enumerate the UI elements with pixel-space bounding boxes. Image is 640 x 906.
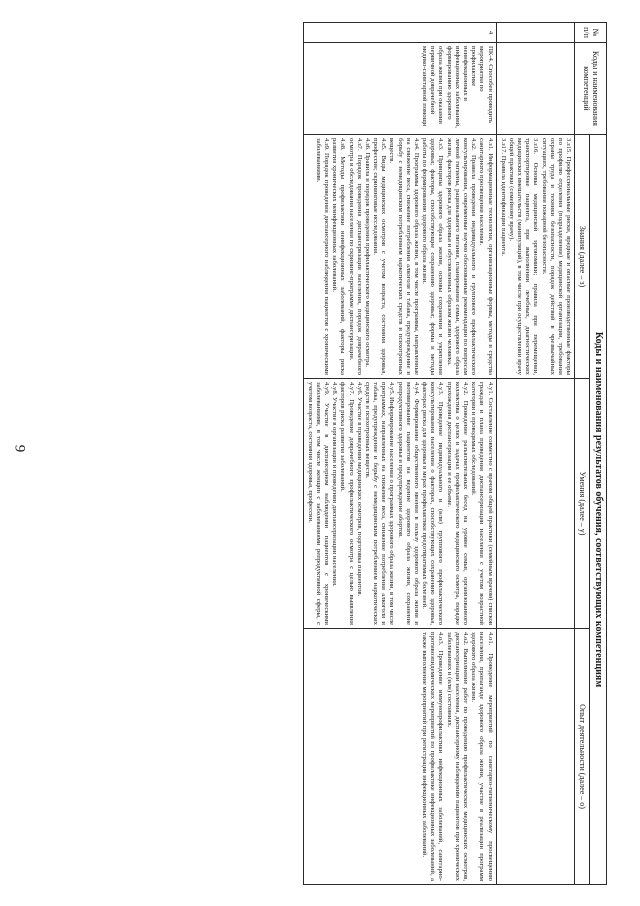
- skill-item: 4.у6. Участие в проведении медицинских осмотров, подготовка пациентов.: [355, 382, 363, 597]
- skill-item: 4.у2. Проведение разъяснительных бесед на уровне семьи, организованного коллектива о целях и задачах профилактического медицинского осмотра, порядке прохождения диспансеризации и ее объеме.: [445, 382, 469, 625]
- skills-cell: [496, 379, 575, 629]
- knowledge-item: 4.з8. Методы профилактики неинфекционных заболеваний, факторы риска развития хронических неинфекционных заболеваний.: [331, 138, 347, 375]
- header-number: № п/п: [575, 23, 607, 43]
- knowledge-item: 4.з6. Правила и порядок проведения профилактического медицинского осмотра.: [363, 138, 371, 368]
- knowledge-item: 4.з9. Порядок проведения диспансерного наблюдения пациентов с хроническими заболеваниями.: [314, 138, 331, 375]
- skills-cell: [303, 379, 496, 629]
- skill-item: 4.у1. Составление совместно с врачом общей практики (семейным врачом) списков граждан и плана проведения диспансеризации населения с учетом возрастной категории и проводимых обследований.: [470, 382, 494, 625]
- knowledge-item: 4.з3. Принципы здорового образа жизни, основы сохранения и укрепления здоровья; факторы, способствующие сохранению здоровья; формы и методы работы по формированию здорового образа жизни.: [421, 138, 445, 375]
- knowledge-item: 4.з5. Виды медицинских осмотров с учетом возраста, состояния здоровья, профессии; скрининговые исследования.: [372, 138, 388, 375]
- knowledge-item: 3.з16. Основы медицинской эргономики; правила при перемещении, транспортировке пациента, при выполнении лечебных, диагностических медицинских вмешательств (манипуляций), в том числе при осуществлении врачу общей практики (семейному врачу).: [507, 138, 540, 375]
- knowledge-cell: [496, 135, 575, 379]
- experience-cell: [303, 629, 496, 885]
- knowledge-item: 4.з1. Информационные технологии, организационные формы, методы и средства санитарного просвещения населения.: [478, 138, 494, 375]
- skill-item: 4.у7. Проведение доврачебного профилактического осмотра с целью выявления факторов риска развития заболеваний.: [339, 382, 355, 625]
- experience-item: 4.о3. Проведение иммунопрофилактики инфекционных заболеваний, санитарно-противоэпидемических мероприятий по профилактике инфекционных заболеваний, а также выполнение мероприятий при регистрации инфекционных заболеваний.: [421, 632, 445, 881]
- knowledge-cell: [303, 135, 496, 379]
- experience-item: 4.о2. Выполнение работ по проведению профилактических медицинских осмотров, диспансеризации населения, диспансерному наблюдению пациентов при хронических заболеваниях и (или) состояниях.: [445, 632, 469, 881]
- knowledge-item: 4.з2. Правила проведения индивидуального и группового профилактического консультирования, современные научно обоснованные рекомендации по вопросам личной гигиены, рационального питания, планирования семьи, здорового образа жизни, факторов риска для здоровья и обусловленных образом жизни человека.: [445, 138, 478, 375]
- knowledge-item: 4.з7. Порядок проведения диспансеризации населения, порядок доврачебного осмотра и обследования населения по скрининг-программе диспансеризации.: [347, 138, 363, 375]
- experience-cell: [496, 629, 575, 885]
- table-row: [496, 23, 575, 885]
- header-experience: Опыт деятельности (далее – о): [575, 629, 590, 885]
- knowledge-item: 4.з4. Программы здорового образа жизни, в том числе программы, направленные на снижение веса, снижение потребления алкоголя и табака, предупреждение и борьбу с немедицинским потреблением наркотических средств и психотропных веществ.: [388, 138, 420, 375]
- header-skills: Умения (далее – у): [575, 379, 590, 629]
- table-row: [303, 23, 496, 885]
- header-competence: Коды и наименования компетенций: [575, 43, 607, 135]
- skill-item: 4.у8. Участие в организации и проведении диспансеризации населения.: [331, 382, 339, 587]
- page-number: 9: [11, 444, 28, 453]
- skill-item: 4.у4. Формирование общественного мнения в пользу здорового образа жизни и мотивирование пациентов на ведение здорового образа жизни, сохранение репродуктивного здоровья и предупреждение абортов.: [396, 382, 420, 625]
- experience-item: 4.о1. Проведение мероприятий по санитарно-гигиеническому просвещению населения, пропаганде здорового образа жизни, участие в реализации программ здорового образа жизни.: [470, 632, 494, 881]
- competence-cell: [496, 43, 575, 135]
- row-number: 4: [303, 23, 496, 43]
- skill-item: 4.у5. Информирование населения о программах здорового образа жизни, в том числе программах, направленных на снижение веса, снижение потребления алкоголя и табака, предупреждение и борьбу с немедицинским потреблением наркотических средств и психотропных веществ.: [363, 382, 396, 625]
- knowledge-item: 3.з15. Профессиональные риски, вредные и опасные производственные факторы по профилю отделения (подразделения) медицинской организации, требования охраны труда и техники безопасности, порядок действий в чрезвычайных ситуациях, требования пожарной безопасности.: [540, 138, 573, 375]
- header-results: Коды и наименования результатов обучения, соответствующих компетенциям: [589, 135, 606, 885]
- skill-item: 4.у9. Участие в диспансерном наблюдении пациентов с хроническими заболеваниями, в том числе женщин с заболеваниями репродуктивной сферы, с учетом возраста, состояния здоровья, профессии.: [306, 382, 331, 625]
- header-knowledge: Знания (далее – з): [575, 135, 590, 379]
- knowledge-item: 3.з17. Правила идентификации пациента.: [499, 138, 507, 256]
- competence-cell: ПК-4. Способен проводить мероприятия по профилактике неинфекционных и инфекционных заболеваний, формированию здорового образа жизни при оказании первичной доврачебной медико-санитарной помощи: [303, 43, 496, 135]
- row-number: [496, 23, 575, 43]
- skill-item: 4.у3. Проведение индивидуального и (или) группового профилактического консультирования населения о факторах, способствующих сохранению здоровья, факторах риска для здоровья и мерах профилактики предотвратимых болезней.: [421, 382, 445, 625]
- competence-table: [303, 22, 607, 885]
